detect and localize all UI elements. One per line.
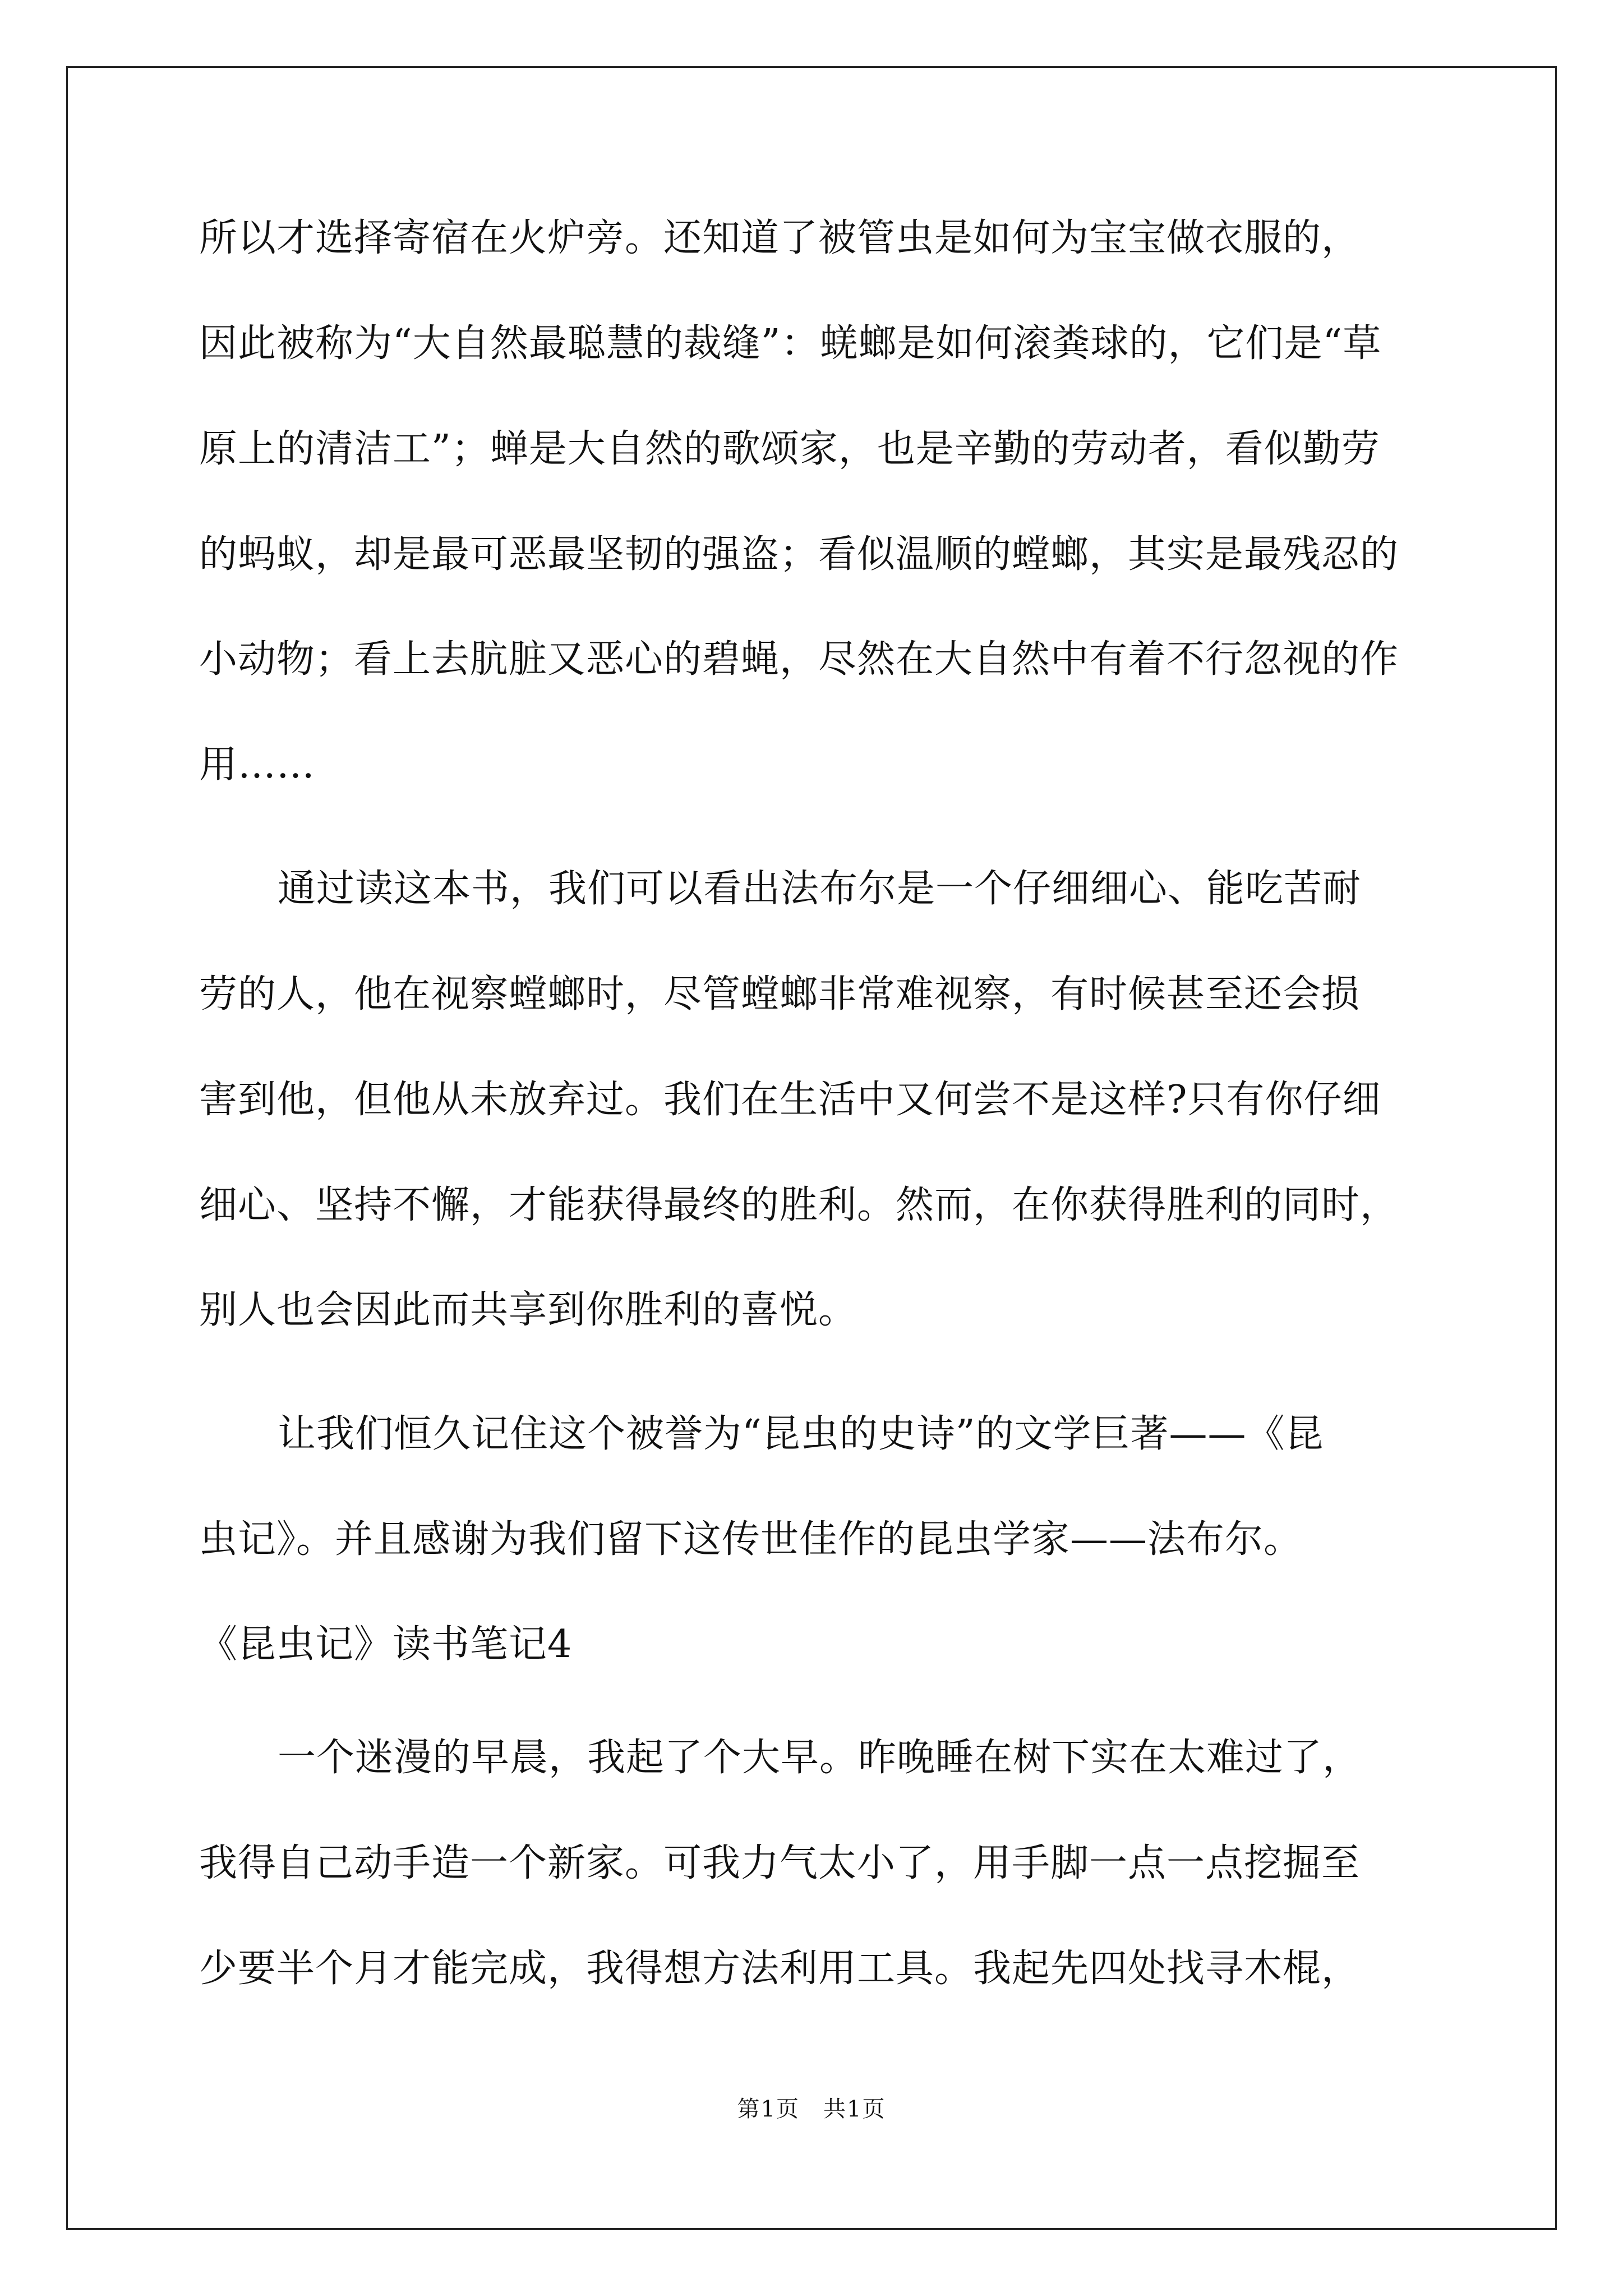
- text-line: 用……: [199, 743, 316, 787]
- text-line: 细心、坚持不懈，才能获得最终的胜利。然而，在你获得胜利的同时，: [199, 1183, 1399, 1227]
- text-line: 的蚂蚁，却是最可恶最坚韧的强盗；看似温顺的螳螂，其实是最残忍的: [199, 532, 1399, 577]
- text-line: 少要半个月才能完成，我得想方法利用工具。我起先四处找寻木棍，: [199, 1947, 1361, 1991]
- page-border: [66, 66, 1557, 2230]
- paragraph-first-line: 一个迷漫的早晨，我起了个大早。昨晚睡在树下实在太难过了，: [278, 1736, 1362, 1780]
- text-line: 别人也会因此而共享到你胜利的喜悦。: [199, 1288, 857, 1332]
- text-line: 所以才选择寄宿在火炉旁。还知道了被管虫是如何为宝宝做衣服的，: [199, 216, 1361, 260]
- text-line: 小动物；看上去肮脏又恶心的碧蝇，尽然在大自然中有着不行忽视的作: [199, 637, 1399, 682]
- text-line: 害到他，但他从未放弃过。我们在生活中又何尝不是这样?只有你仔细: [199, 1078, 1381, 1122]
- text-line: 劳的人，他在视察螳螂时，尽管螳螂非常难视察，有时候甚至还会损: [199, 972, 1361, 1016]
- text-line: 因此被称为“大自然最聪慧的裁缝”：蜣螂是如何滚粪球的，它们是“草: [199, 321, 1382, 366]
- text-line: 原上的清洁工”；蝉是大自然的歌颂家，也是辛勤的劳动者，看似勤劳: [199, 427, 1380, 471]
- page-footer: 第1页 共1页: [737, 2096, 886, 2122]
- paragraph-first-line: 通过读这本书，我们可以看出法布尔是一个仔细细心、能吃苦耐: [278, 867, 1362, 911]
- section-heading: 《昆虫记》读书笔记4: [199, 1622, 573, 1667]
- text-line: 我得自己动手造一个新家。可我力气太小了，用手脚一点一点挖掘至: [199, 1841, 1361, 1885]
- paragraph-first-line: 让我们恒久记住这个被誉为“昆虫的史诗”的文学巨著——《昆: [278, 1412, 1324, 1456]
- text-line: 虫记》。并且感谢为我们留下这传世佳作的昆虫学家——法布尔。: [199, 1517, 1303, 1562]
